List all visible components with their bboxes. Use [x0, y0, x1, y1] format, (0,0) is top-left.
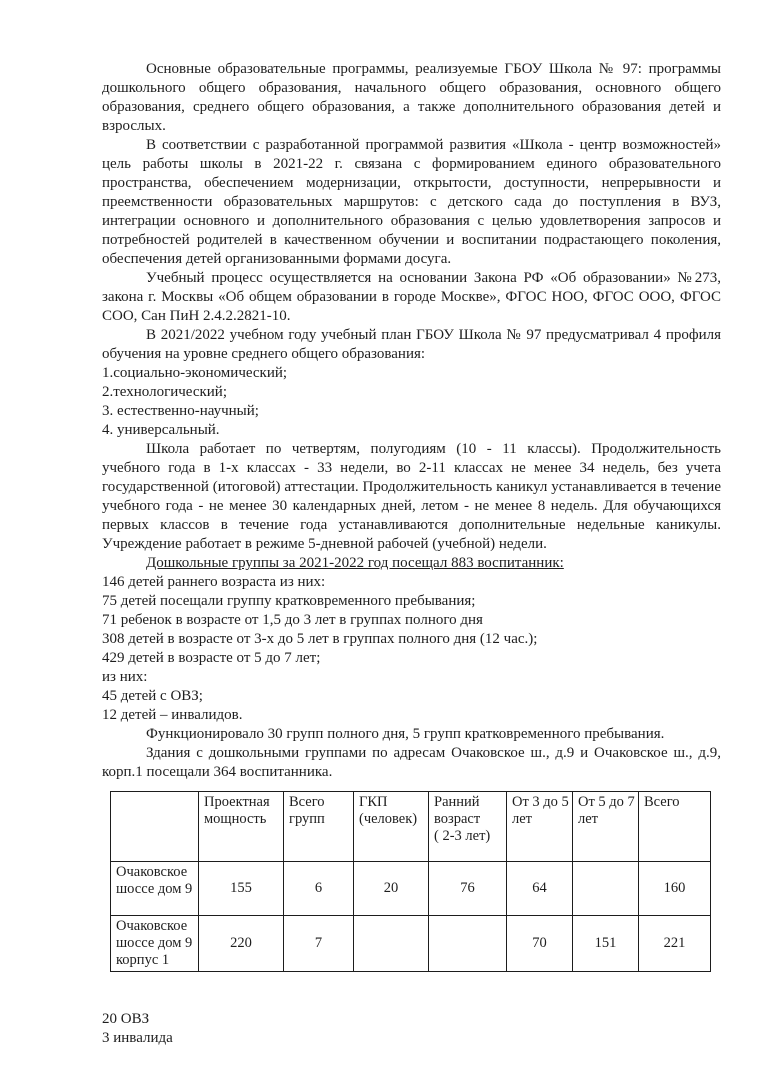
table-cell-early-age [429, 916, 507, 972]
preschool-line-invalids: 12 детей – инвалидов. [102, 707, 243, 723]
preschool-buildings-table [110, 791, 711, 972]
table-cell-total: 221 [639, 916, 711, 972]
table-cell-total: 160 [639, 862, 711, 916]
profile-item-3: 3. естественно-научный; [102, 403, 259, 419]
profile-item-1: 1.социально-экономический; [102, 365, 288, 381]
table-row [111, 916, 711, 972]
paragraph-development-program: В соответствии с разработанной программой развития «Школа - центр возможностей» цель работы школы в 2021-22 г. связана с формированием единого образовательного пространства, обеспечением модернизации, открытости, доступности, непрерывности и преемственности образовательных маршрутов: с детского сада до поступления в ВУЗ, интеграции основного и дополнительного образования с целью удовлетворения запросов и потребностей родителей в качественном обучении и воспитании подрастающего поколения, обеспечения детей организованными формами досуга. [102, 137, 721, 267]
table-cell-5-to-7 [573, 862, 639, 916]
footer-line-ovz: 20 ОВЗ [102, 1011, 150, 1027]
paragraph-study-plan: В 2021/2022 учебном году учебный план ГБОУ Школа № 97 предусматривал 4 профиля обучения на уровне среднего общего образования: [102, 327, 721, 362]
preschool-heading [102, 554, 721, 573]
table-header-5-to-7: От 5 до 7 лет [573, 792, 639, 862]
profile-item-2: 2.технологический; [102, 384, 228, 400]
preschool-line-of-them: из них: [102, 669, 148, 685]
table-header-row [111, 792, 711, 862]
table-cell-total-groups: 7 [284, 916, 354, 972]
table-header-total-groups: Всего групп [284, 792, 354, 862]
table-header-total: Всего [639, 792, 711, 862]
footer-line-invalids: 3 инвалида [102, 1030, 173, 1046]
table-cell-location: Очаковское шоссе дом 9 корпус 1 [111, 916, 199, 972]
table-cell-capacity: 220 [199, 916, 284, 972]
profile-item-4: 4. универсальный. [102, 422, 220, 438]
table-header-gkp: ГКП (человек) [354, 792, 429, 862]
table-header-early-age: Ранний возраст ( 2-3 лет) [429, 792, 507, 862]
preschool-line-1-5-to-3: 71 ребенок в возрасте от 1,5 до 3 лет в группах полного дня [102, 612, 483, 628]
table-cell-gkp: 20 [354, 862, 429, 916]
paragraph-school-schedule: Школа работает по четвертям, полугодиям (10 - 11 классы). Продолжительность учебного года в 1-х классах - 33 недели, во 2-11 классах не менее 34 недель, без учета государственной (итоговой) аттестации. Продолжительность каникул устанавливается в течение учебного года - не менее 30 календарных дней, летом - не менее 8 недель. Для обучающихся первых классов в течение года устанавливаются дополнительные недельные каникулы. Учреждение работает в режиме 5-дневной рабочей (учебной) недели. [102, 441, 721, 552]
preschool-line-short-stay: 75 детей посещали группу кратковременного пребывания; [102, 593, 476, 609]
table-header-capacity: Проектная мощность [199, 792, 284, 862]
preschool-line-5-to-7: 429 детей в возрасте от 5 до 7 лет; [102, 650, 321, 666]
table-cell-gkp [354, 916, 429, 972]
preschool-line-ovz: 45 детей с ОВЗ; [102, 688, 203, 704]
table-cell-location: Очаковское шоссе дом 9 [111, 862, 199, 916]
preschool-line-early-age: 146 детей раннего возраста из них: [102, 574, 326, 590]
preschool-line-3-to-5: 308 детей в возрасте от 3-х до 5 лет в группах полного дня (12 час.); [102, 631, 538, 647]
paragraph-main-programs: Основные образовательные программы, реализуемые ГБОУ Школа № 97: программы дошкольного общего образования, начального общего образования, основного общего образования, среднего общего образования, а также дополнительного образования детей и взрослых. [102, 61, 721, 134]
table-cell-capacity: 155 [199, 862, 284, 916]
paragraph-legal-basis: Учебный процесс осуществляется на основании Закона РФ «Об образовании» №273, закона г. Москвы «Об общем образовании в городе Москве», ФГОС НОО, ФГОС ООО, ФГОС СОО, Сан ПиН 2.4.2.2821-10. [102, 270, 721, 324]
paragraph-buildings: Здания с дошкольными группами по адресам Очаковское ш., д.9 и Очаковское ш., д.9, корп.1 посещали 364 воспитанника. [102, 745, 721, 780]
table-cell-total-groups: 6 [284, 862, 354, 916]
paragraph-groups-functioned: Функционировало 30 групп полного дня, 5 групп кратковременного пребывания. [146, 726, 665, 742]
footer-notes [102, 1010, 721, 1048]
table-cell-5-to-7: 151 [573, 916, 639, 972]
table-header-3-to-5: От 3 до 5 лет [507, 792, 573, 862]
table-cell-early-age: 76 [429, 862, 507, 916]
preschool-heading-text: Дошкольные группы за 2021-2022 год посещал 883 воспитанник: [146, 555, 564, 571]
table-cell-3-to-5: 70 [507, 916, 573, 972]
table-header-location [111, 792, 199, 862]
table-row [111, 862, 711, 916]
table-cell-3-to-5: 64 [507, 862, 573, 916]
